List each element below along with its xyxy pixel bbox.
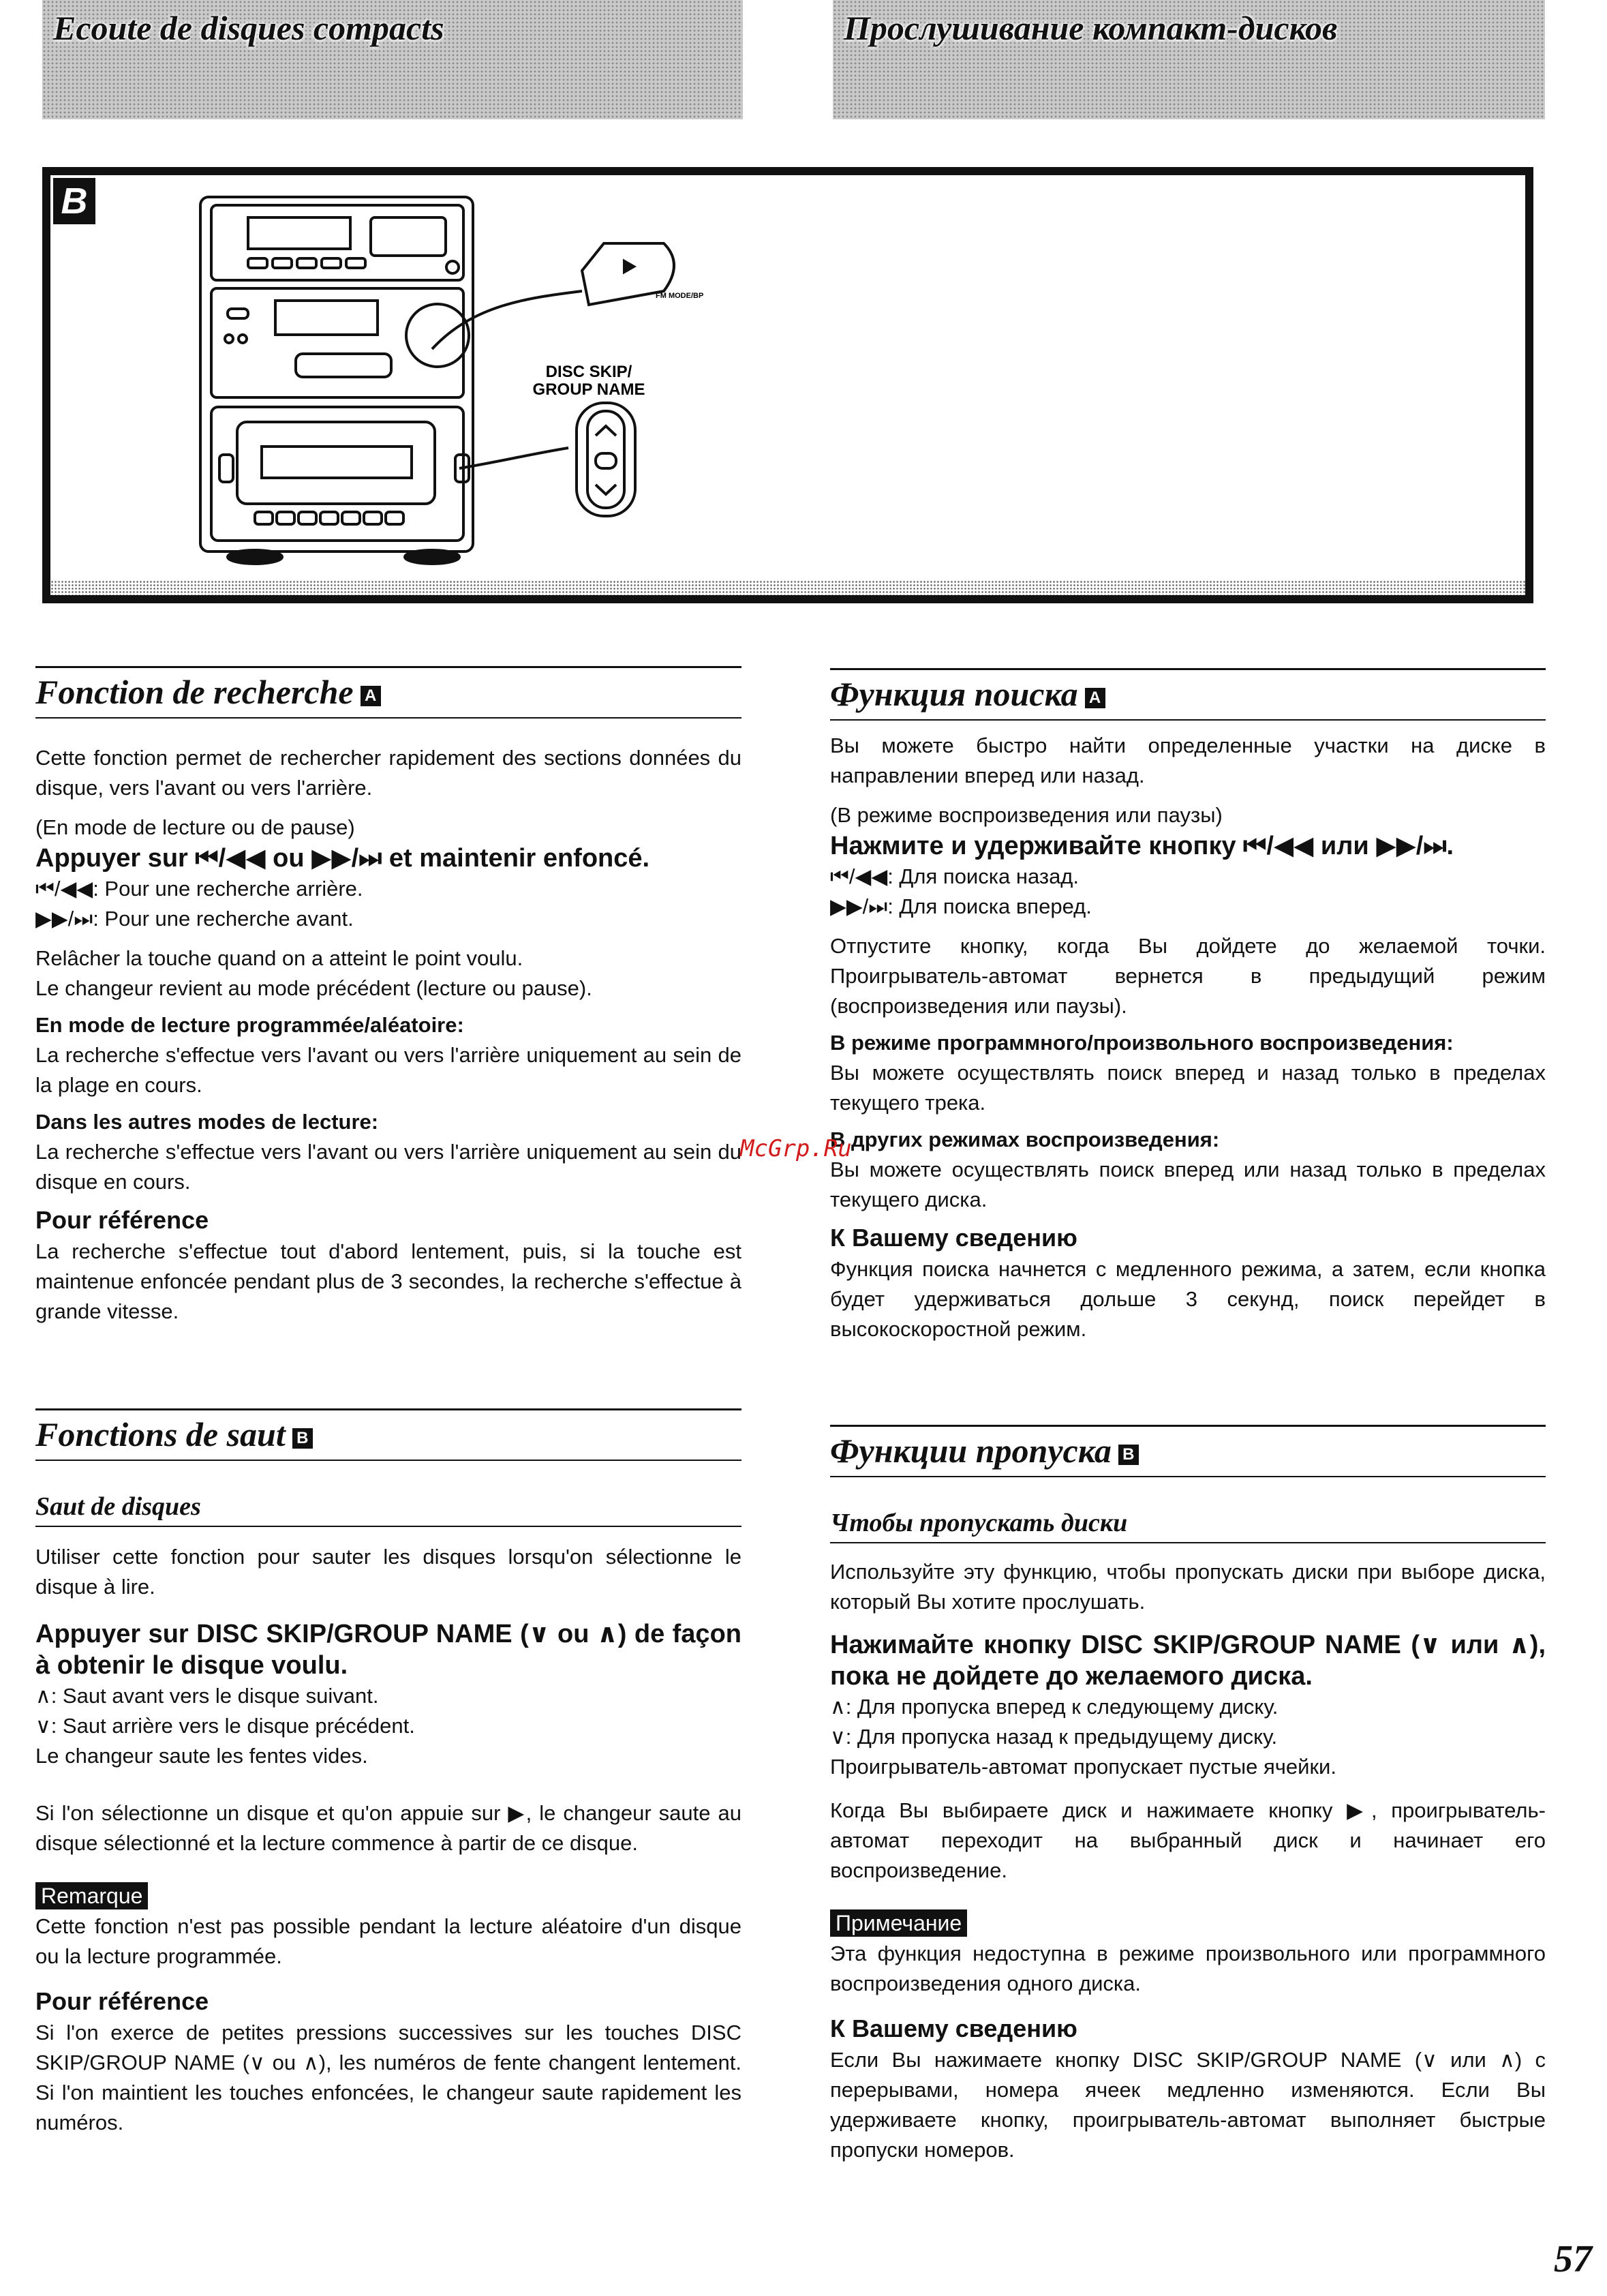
- figure-b: [42, 167, 1533, 603]
- ru-search-mode: (В режиме воспроизведения или паузы): [830, 803, 1223, 827]
- fr-skip-empty: Le changeur saute les fentes vides.: [35, 1744, 368, 1768]
- disc-skip-label-line2: GROUP NAME: [532, 380, 645, 399]
- disc-skip-label-line1: DISC SKIP/: [545, 363, 632, 381]
- ru-note-label: Примечание: [830, 1909, 967, 1937]
- header-ru: [833, 0, 1545, 119]
- ru-search-release: Отпустите кнопку, когда Вы дойдете до желаемой точки. Проигрыватель-автомат вернется в предыдущий режим (воспроизведения или паузы).: [830, 934, 1546, 1018]
- fr-search-intro: Cette fonction permet de rechercher rapidement des sections données du disque, vers l'avant ou vers l'arrière.: [35, 746, 741, 800]
- fr-skip-heading: [35, 1408, 741, 1461]
- fr-skip-title: Fonctions de saut: [35, 1415, 286, 1453]
- fr-search-title: Fonction de recherche: [35, 673, 354, 711]
- ru-search-body: [830, 731, 1546, 1344]
- ru-skip-up: ∧: Для пропуска вперед к следующему диску.: [830, 1695, 1279, 1719]
- ru-search-prog-text: Вы можете осуществлять поиск вперед и назад только в пределах текущего трека.: [830, 1061, 1546, 1115]
- header-ru-title: Прослушивание компакт-дисков: [844, 9, 1338, 47]
- ru-search-heading: [830, 668, 1546, 721]
- figure-shade: [50, 580, 1525, 595]
- fr-note-label: Remarque: [35, 1882, 148, 1909]
- fr-skip-ref-title: Pour référence: [35, 1987, 209, 2015]
- disc-skip-button: [577, 403, 635, 516]
- fr-search-other-text: La recherche s'effectue vers l'avant ou vers l'arrière uniquement au sein du disque en cours.: [35, 1140, 741, 1194]
- fr-search-other-title: Dans les autres modes de lecture:: [35, 1110, 379, 1134]
- fr-search-badge: A: [361, 686, 381, 706]
- ru-search-ref-title: К Вашему сведению: [830, 1224, 1077, 1252]
- ru-skip-note-text: Эта функция недоступна в режиме произвольного или программного воспроизведения одного диска.: [830, 1942, 1546, 1995]
- ru-search-title: Функция поиска: [830, 675, 1078, 713]
- tuner-display: [248, 217, 350, 249]
- ru-search-fwd: ▶▶/⏭: Для поиска вперед.: [830, 894, 1092, 918]
- ru-search-prog-title: В режиме программного/произвольного воспроизведения:: [830, 1031, 1454, 1055]
- fr-search-release: Relâcher la touche quand on a atteint le point voulu.: [35, 946, 523, 970]
- ru-skip-ref-title: К Вашему сведению: [830, 2014, 1077, 2042]
- ru-skip-subtitle: Чтобы пропускать диски: [830, 1508, 1546, 1543]
- header-fr: [42, 0, 743, 119]
- ru-skip-instruction: Нажимайте кнопку DISC SKIP/GROUP NAME (∨ или ∧), пока не дойдете до желаемого диска.: [830, 1631, 1546, 1691]
- ru-skip-empty: Проигрыватель-автомат пропускает пустые ячейки.: [830, 1755, 1336, 1779]
- fr-skip-instruction: Appuyer sur DISC SKIP/GROUP NAME (∨ ou ∧) de façon à obtenir le disque voulu.: [35, 1620, 741, 1680]
- middle-deck: [211, 288, 463, 397]
- fr-skip-badge: B: [292, 1428, 313, 1449]
- fr-search-body: [35, 743, 741, 1327]
- fr-skip-intro: Utiliser cette fonction pour sauter les disques lorsqu'on sélectionne le disque à lire.: [35, 1545, 741, 1599]
- fr-search-back: ⏮/◀◀: Pour une recherche arrière.: [35, 877, 363, 901]
- fr-search-prog-title: En mode de lecture programmée/aléatoire:: [35, 1013, 464, 1037]
- fr-skip-down: ∨: Saut arrière vers le disque précédent.: [35, 1714, 415, 1738]
- ru-search-intro: Вы можете быстро найти определенные участки на диске в направлении вперед или назад.: [830, 734, 1546, 787]
- fr-skip-ref-text: Si l'on exerce de petites pressions successives sur les touches DISC SKIP/GROUP NAME (∨ ou ∧), les numéros de fente changent lentement. Si l'on maintient les touches enfoncées, le changeur saute rapidement les numéros.: [35, 2021, 741, 2134]
- fr-search-ref-text: La recherche s'effectue tout d'abord lentement, puis, si la touche est maintenue enfoncée pendant plus de 3 secondes, la recherche s'effectue à grande vitesse.: [35, 1239, 741, 1323]
- fr-search-revert: Le changeur revient au mode précédent (lecture ou pause).: [35, 976, 592, 1000]
- amp-display: [275, 301, 378, 335]
- cassette-slot: [296, 354, 391, 377]
- fr-search-mode: (En mode de lecture ou de pause): [35, 815, 355, 839]
- fr-search-prog-text: La recherche s'effectue vers l'avant ou vers l'arrière uniquement au sein de la plage en cours.: [35, 1043, 741, 1097]
- ru-search-other-text: Вы можете осуществлять поиск вперед или назад только в пределах текущего диска.: [830, 1158, 1546, 1211]
- fr-skip-play: Si l'on sélectionne un disque et qu'on appuie sur ▶, le changeur saute au disque sélectionné et la lecture commence à partir de ce disque.: [35, 1801, 741, 1855]
- ru-search-instruction: Нажмите и удерживайте кнопку ⏮/◀◀ или ▶▶/⏭.: [830, 832, 1454, 860]
- ru-search-badge: A: [1085, 688, 1105, 708]
- ru-skip-badge: B: [1118, 1445, 1139, 1465]
- page-number: 57: [1554, 2238, 1592, 2280]
- fr-search-ref-title: Pour référence: [35, 1206, 209, 1234]
- figure-letter: B: [53, 178, 95, 224]
- ru-skip-play: Когда Вы выбираете диск и нажимаете кнопку ▶, проигрыватель-автомат переходит на выбранный диск и начинает его воспроизведение.: [830, 1798, 1546, 1882]
- fr-skip-subtitle: Saut de disques: [35, 1492, 741, 1527]
- ru-search-ref-text: Функция поиска начнется с медленного режима, а затем, если кнопка будет удерживаться дольше 3 секунд, поиск перейдет в высокоскоростной режим.: [830, 1257, 1546, 1341]
- fr-search-fwd: ▶▶/⏭: Pour une recherche avant.: [35, 907, 354, 931]
- changer-buttons: [255, 512, 403, 524]
- ru-skip-heading: [830, 1425, 1546, 1477]
- watermark: McGrp.Ru: [740, 1135, 852, 1162]
- ru-skip-down: ∨: Для пропуска назад к предыдущему диску.: [830, 1725, 1278, 1749]
- ru-search-other-title: В других режимах воспроизведения:: [830, 1128, 1220, 1151]
- fr-skip-up: ∧: Saut avant vers le disque suivant.: [35, 1684, 379, 1708]
- header-fr-title: Ecoute de disques compacts: [53, 9, 444, 47]
- ru-search-back: ⏮/◀◀: Для поиска назад.: [830, 864, 1080, 888]
- ru-skip-ref-text: Если Вы нажимаете кнопку DISC SKIP/GROUP NAME (∨ или ∧) с перерывами, номера ячеек медленно изменяются. Если Вы удерживаете кнопку, проигрыватель-автомат выполняет быстрые пропуски номеров.: [830, 2048, 1546, 2162]
- tuner-buttons: [248, 258, 365, 268]
- fm-mode-label: FM MODE/BP: [656, 292, 704, 300]
- fr-skip-body: [35, 1542, 741, 2138]
- volume-knob: [406, 304, 469, 367]
- stereo-illustration: [50, 175, 1525, 595]
- fr-search-heading: [35, 666, 741, 719]
- ru-skip-intro: Используйте эту функцию, чтобы пропускать диски при выборе диска, который Вы хотите прослушать.: [830, 1560, 1546, 1614]
- fr-search-instruction: Appuyer sur ⏮/◀◀ ou ▶▶/⏭ et maintenir enfoncé.: [35, 844, 650, 873]
- ru-skip-title: Функции пропуска: [830, 1432, 1112, 1470]
- ru-skip-body: [830, 1557, 1546, 2165]
- fr-skip-note-text: Cette fonction n'est pas possible pendant la lecture aléatoire d'un disque ou la lecture programmée.: [35, 1914, 741, 1968]
